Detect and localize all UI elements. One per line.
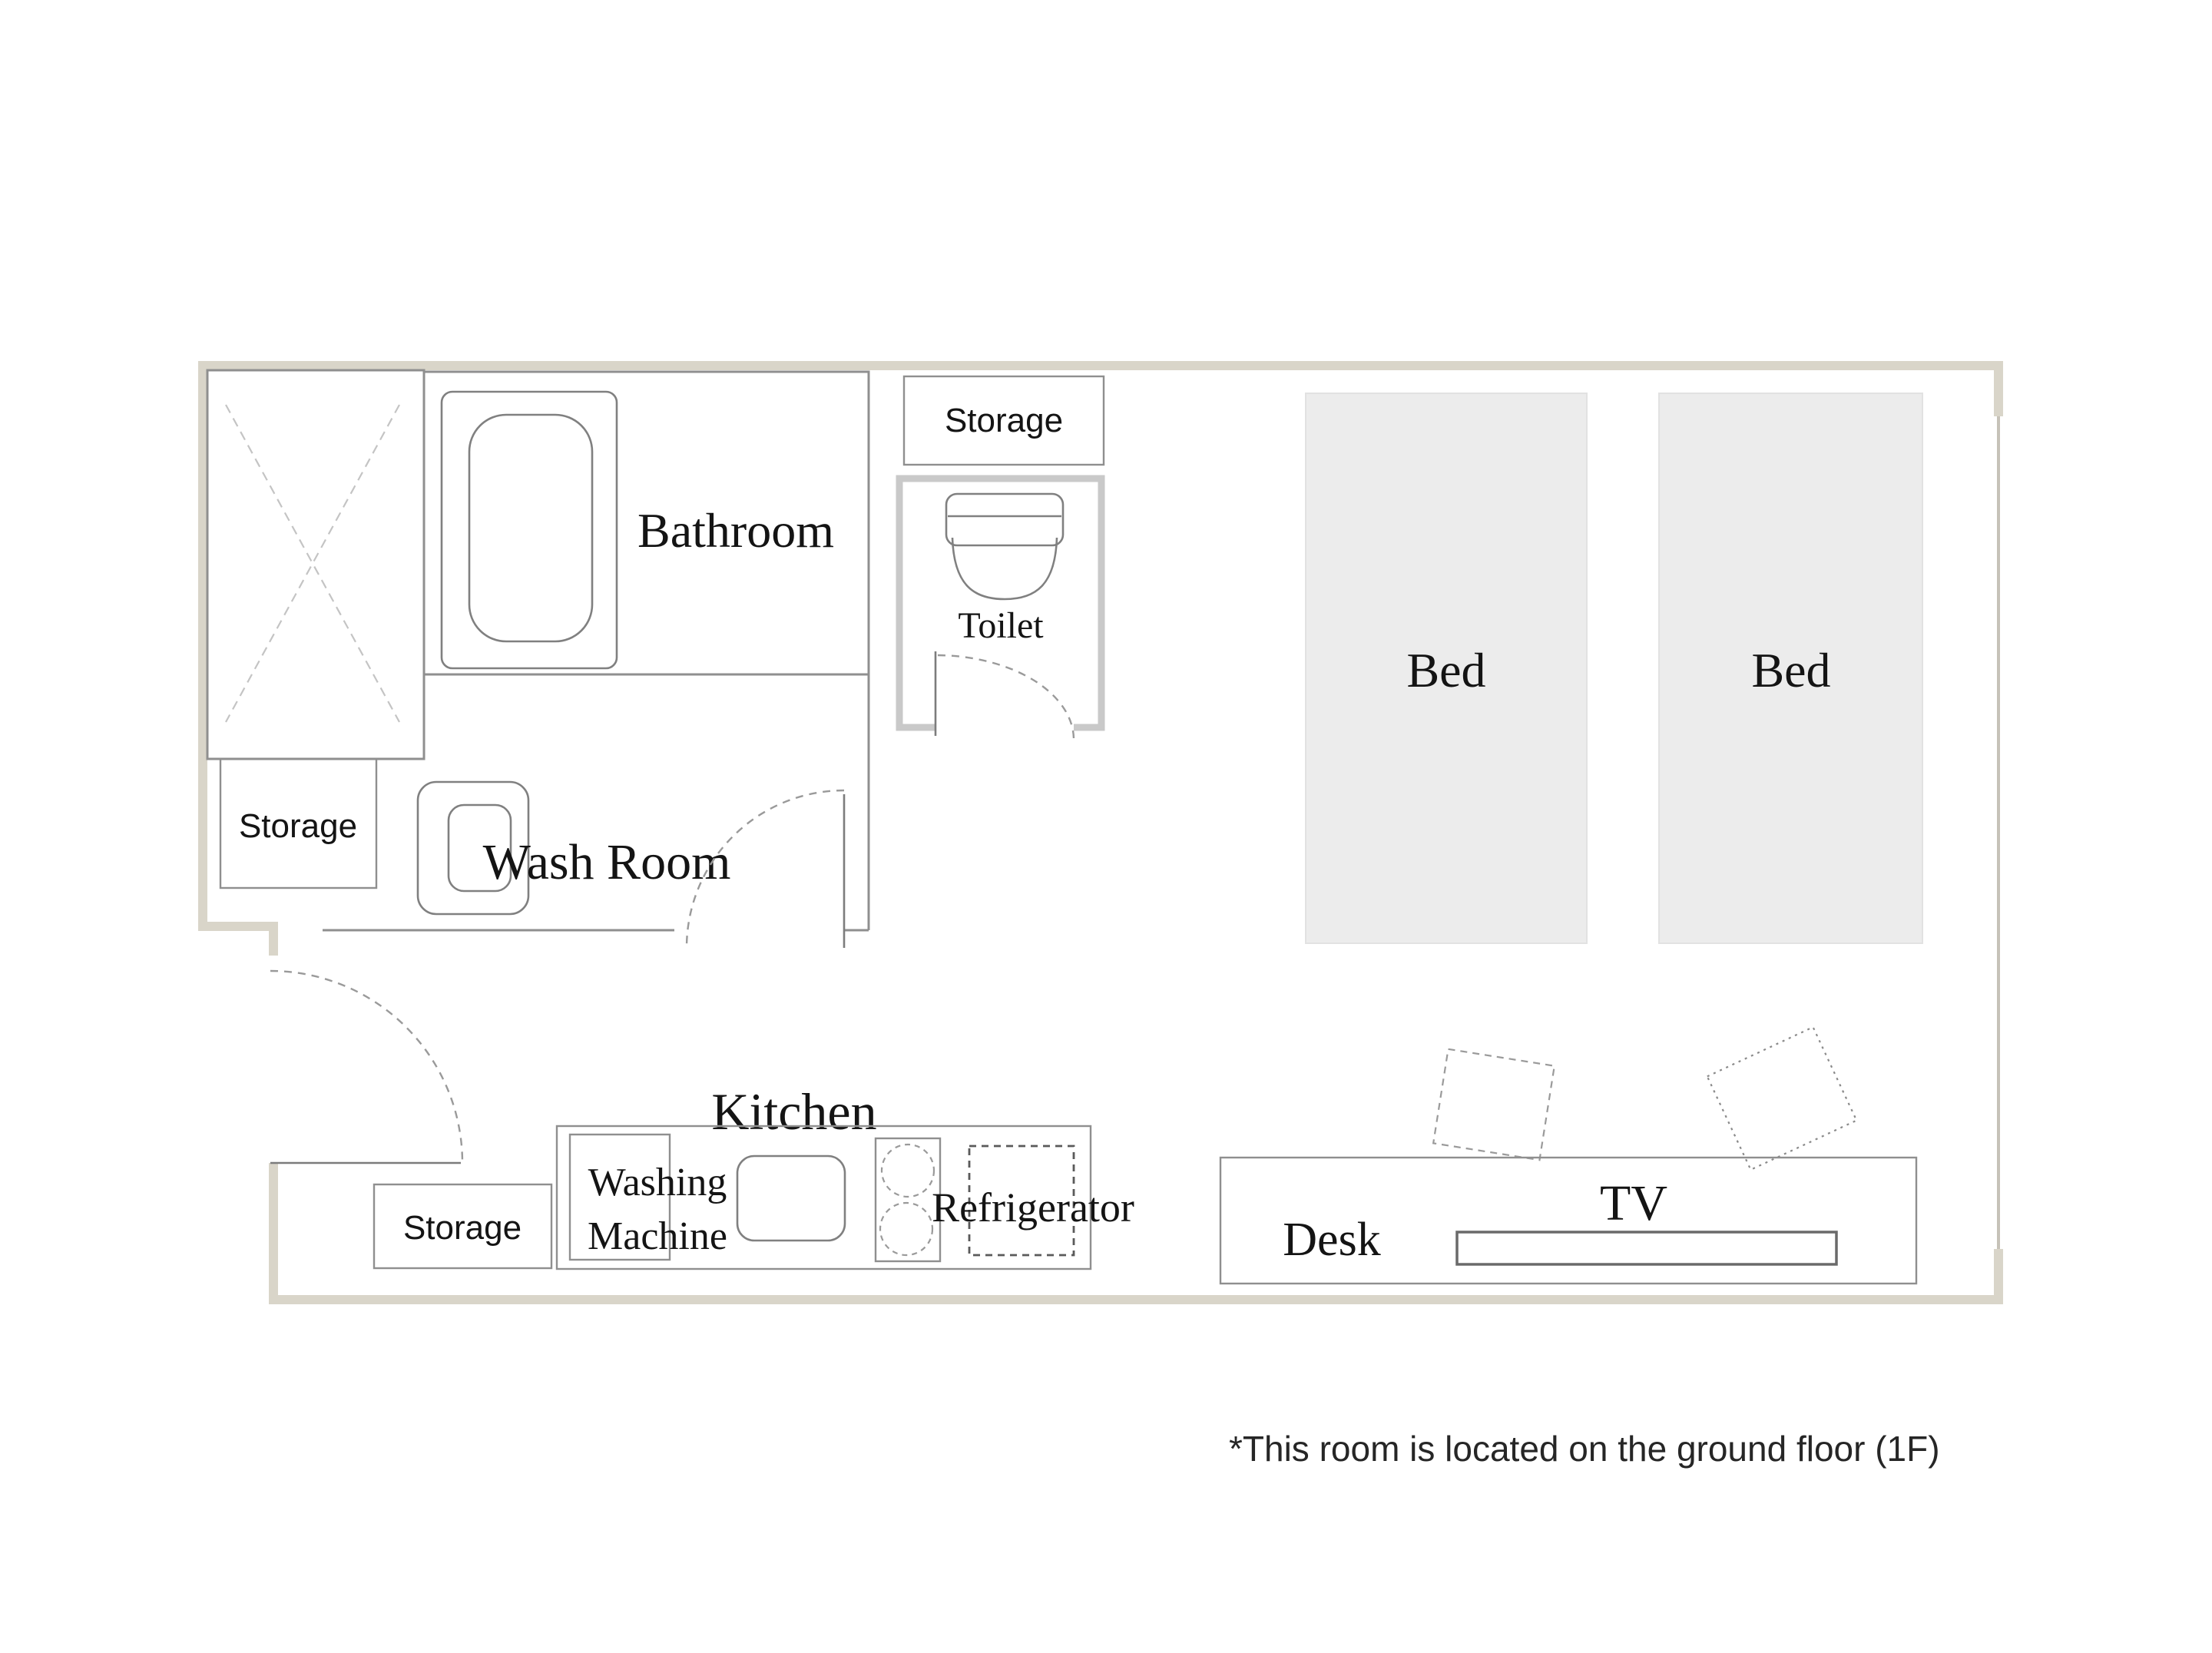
kitchen-sink-icon [737, 1156, 845, 1241]
storage-bottom-label: Storage [402, 1209, 522, 1247]
stove-icon [876, 1138, 940, 1261]
bed-2-label: Bed [1751, 643, 1831, 697]
floor-note: *This room is located on the ground floor (1F) [1229, 1429, 1940, 1469]
washroom-label: Wash Room [482, 834, 731, 890]
room-toilet [899, 479, 1101, 740]
bathtub-icon [442, 392, 617, 668]
stove-burner-icon [882, 1145, 934, 1197]
closet-outline [207, 370, 424, 759]
wall-left-lower [269, 1163, 278, 1304]
wall-right-lower [1994, 1249, 2003, 1304]
chair-icon [1433, 1049, 1555, 1160]
toilet-tank-icon [946, 494, 1063, 545]
storage-bottom [374, 1184, 551, 1268]
storage-left [220, 759, 376, 888]
refrigerator-label: Refrigerator [932, 1184, 1134, 1231]
storage-middle-label: Storage [944, 402, 1064, 439]
wall-left-upper [198, 361, 207, 931]
kitchen-label: Kitchen [711, 1082, 877, 1141]
wall-bottom [269, 1295, 2003, 1304]
beds [1306, 393, 1922, 943]
closet [207, 370, 424, 759]
washing-machine-label-line2: Machine [588, 1214, 727, 1258]
stove-burner-icon [880, 1203, 932, 1255]
tv-icon [1457, 1232, 1836, 1264]
room-washroom [323, 674, 869, 948]
chair-icon [1707, 1027, 1856, 1170]
bed-1-label: Bed [1406, 643, 1486, 697]
toilet-door-arc [938, 655, 1074, 740]
entry-door-arc [270, 971, 462, 1163]
bathroom-label: Bathroom [637, 503, 834, 558]
wall-notch [198, 922, 278, 931]
wall-left-stub [269, 931, 278, 956]
desk-label: Desk [1283, 1214, 1381, 1266]
room-bathroom [424, 372, 869, 674]
desk-area [1220, 1027, 1916, 1284]
wall-right-upper [1994, 361, 2003, 416]
storage-left-label: Storage [238, 807, 358, 845]
room-kitchen [557, 1082, 1134, 1269]
washing-machine-label-line1: Washing [588, 1161, 727, 1204]
tv-label: TV [1600, 1175, 1667, 1231]
bathtub-inner [469, 415, 592, 641]
toilet-bowl-icon [952, 538, 1057, 599]
entry-door [270, 971, 462, 1163]
toilet-label: Toilet [958, 605, 1044, 646]
storage-middle [904, 376, 1104, 465]
wall-top [198, 361, 2003, 370]
